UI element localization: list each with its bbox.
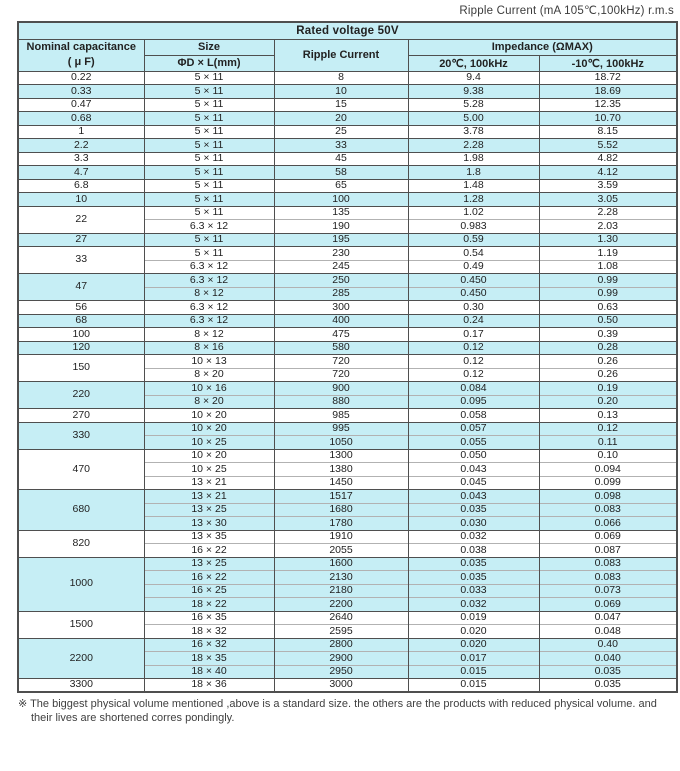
impedance-minus10c-cell: 0.99 [539,287,677,301]
capacitance-cell: 68 [18,314,144,328]
table-body [18,71,677,692]
impedance-20c-cell: 1.02 [408,206,539,220]
ripple-current-cell: 2950 [274,665,408,679]
impedance-20c-cell: 0.17 [408,328,539,342]
capacitance-column-header [18,39,144,71]
impedance-20c-cell: 0.033 [408,584,539,598]
size-cell: 10 × 20 [144,422,274,436]
table-header [18,22,677,71]
size-cell: 16 × 22 [144,571,274,585]
impedance-20c-cell: 0.020 [408,638,539,652]
capacitance-cell: 330 [18,422,144,449]
impedance-20c-cell: 0.057 [408,422,539,436]
size-cell: 5 × 11 [144,71,274,85]
ripple-current-cell: 65 [274,179,408,193]
impedance-minus10c-cell: 0.073 [539,584,677,598]
impedance-minus10c-cell: 3.59 [539,179,677,193]
table-row [18,422,677,436]
ripple-current-cell: 880 [274,395,408,409]
size-cell: 16 × 35 [144,611,274,625]
ripple-current-cell: 25 [274,125,408,139]
ripple-current-cell: 2900 [274,652,408,666]
table-row [18,638,677,652]
impedance-20c-cell: 0.015 [408,665,539,679]
table-row [18,206,677,220]
ripple-current-cell: 1380 [274,463,408,477]
size-cell: 5 × 11 [144,125,274,139]
impedance-20c-cell: 5.00 [408,112,539,126]
ripple-current-cell: 2595 [274,625,408,639]
impedance-minus10c-cell: 0.40 [539,638,677,652]
impedance-minus10c-cell: 5.52 [539,139,677,153]
ripple-current-column-header: Ripple Current [274,39,408,71]
table-row [18,247,677,261]
impedance-minus10c-cell: 0.099 [539,476,677,490]
impedance-minus10c-cell: 0.10 [539,449,677,463]
table-row [18,314,677,328]
capacitance-cell: 56 [18,301,144,315]
size-cell: 6.3 × 12 [144,274,274,288]
impedance-minus10c-cell: 0.63 [539,301,677,315]
size-cell: 13 × 21 [144,476,274,490]
ripple-current-cell: 15 [274,98,408,112]
impedance-20c-cell: 0.983 [408,220,539,234]
impedance-minus10c-cell: 1.08 [539,260,677,274]
size-cell: 6.3 × 12 [144,260,274,274]
impedance-20c-cell: 0.055 [408,436,539,450]
capacitance-cell: 820 [18,530,144,557]
ripple-current-cell: 285 [274,287,408,301]
size-cell: 13 × 30 [144,517,274,531]
size-cell: 10 × 20 [144,409,274,423]
impedance-20c-cell: 0.032 [408,598,539,612]
impedance-minus10c-cell: 0.083 [539,503,677,517]
ripple-current-cell: 1517 [274,490,408,504]
ripple-current-cell: 58 [274,166,408,180]
impedance-minus10c-cell: 10.70 [539,112,677,126]
size-cell: 13 × 25 [144,557,274,571]
impedance-20c-cell: 3.78 [408,125,539,139]
size-cell: 18 × 32 [144,625,274,639]
size-cell: 18 × 36 [144,679,274,693]
size-cell: 18 × 35 [144,652,274,666]
impedance-minus10c-cell: 1.19 [539,247,677,261]
size-cell: 8 × 20 [144,395,274,409]
table-row [18,125,677,139]
ripple-current-cell: 45 [274,152,408,166]
rated-voltage-row [18,22,677,39]
ripple-current-cell: 195 [274,233,408,247]
capacitance-cell: 2200 [18,638,144,679]
capacitance-cell: 0.22 [18,71,144,85]
impedance-20c-cell: 0.038 [408,544,539,558]
impedance-column-header: Impedance (ΩMAX) [408,39,677,55]
size-cell: 5 × 11 [144,206,274,220]
impedance-minus10c-cell: 2.28 [539,206,677,220]
ripple-current-cell: 1450 [274,476,408,490]
ripple-current-cell: 1300 [274,449,408,463]
impedance-20c-cell: 0.032 [408,530,539,544]
impedance-minus10c-cell: 0.035 [539,665,677,679]
impedance-20c-header: 20℃, 100kHz [408,55,539,71]
footnote: ※ The biggest physical volume mentioned ,above is a standard size. the others are the products with reduced physical volume. and their lives are shortened corres pondingly. [18,698,657,725]
ripple-current-cell: 190 [274,220,408,234]
impedance-minus10c-cell: 12.35 [539,98,677,112]
impedance-20c-cell: 0.12 [408,368,539,382]
ripple-current-cell: 475 [274,328,408,342]
size-cell: 10 × 25 [144,436,274,450]
size-cell: 8 × 20 [144,368,274,382]
impedance-minus10c-cell: 8.15 [539,125,677,139]
table-row [18,611,677,625]
impedance-20c-cell: 0.24 [408,314,539,328]
impedance-minus10c-cell: 18.69 [539,85,677,99]
impedance-20c-cell: 0.59 [408,233,539,247]
size-cell: 10 × 16 [144,382,274,396]
size-cell: 8 × 16 [144,341,274,355]
size-cell: 16 × 22 [144,544,274,558]
impedance-20c-cell: 0.020 [408,625,539,639]
impedance-20c-cell: 0.12 [408,355,539,369]
size-cell: 18 × 40 [144,665,274,679]
size-cell: 6.3 × 12 [144,301,274,315]
capacitance-cell: 100 [18,328,144,342]
size-cell: 13 × 25 [144,503,274,517]
size-cell: 5 × 11 [144,193,274,207]
table-row [18,233,677,247]
ripple-current-cell: 2800 [274,638,408,652]
impedance-minus10c-cell: 0.066 [539,517,677,531]
ripple-current-cell: 2055 [274,544,408,558]
ripple-current-cell: 2640 [274,611,408,625]
capacitance-cell: 3.3 [18,152,144,166]
size-cell: 10 × 25 [144,463,274,477]
size-cell: 5 × 11 [144,152,274,166]
impedance-20c-cell: 0.095 [408,395,539,409]
impedance-minus10c-cell: 0.19 [539,382,677,396]
size-cell: 8 × 12 [144,287,274,301]
impedance-minus10c-cell: 0.13 [539,409,677,423]
impedance-minus10c-cell: 0.11 [539,436,677,450]
impedance-20c-cell: 0.450 [408,287,539,301]
size-cell: 10 × 20 [144,449,274,463]
capacitance-cell: 1000 [18,557,144,611]
size-column-header: Size [144,39,274,55]
size-cell: 8 × 12 [144,328,274,342]
impedance-20c-cell: 0.035 [408,571,539,585]
ripple-current-cell: 20 [274,112,408,126]
capacitance-cell: 470 [18,449,144,490]
capacitance-cell: 27 [18,233,144,247]
table-row [18,139,677,153]
impedance-minus10c-cell: 4.82 [539,152,677,166]
impedance-minus10c-cell: 0.083 [539,557,677,571]
impedance-minus10c-cell: 0.040 [539,652,677,666]
ripple-current-cell: 1910 [274,530,408,544]
ripple-current-cell: 1680 [274,503,408,517]
ripple-current-cell: 720 [274,368,408,382]
capacitance-cell: 270 [18,409,144,423]
capacitance-cell: 6.8 [18,179,144,193]
impedance-minus10c-cell: 0.28 [539,341,677,355]
impedance-minus10c-cell: 3.05 [539,193,677,207]
table-row [18,71,677,85]
size-cell: 6.3 × 12 [144,314,274,328]
size-cell: 5 × 11 [144,247,274,261]
ripple-current-cell: 245 [274,260,408,274]
impedance-minus10c-cell: 0.99 [539,274,677,288]
impedance-minus10c-cell: 0.39 [539,328,677,342]
ripple-current-cell: 1600 [274,557,408,571]
impedance-20c-cell: 9.4 [408,71,539,85]
table-row [18,152,677,166]
table-row [18,449,677,463]
impedance-minus10c-cell: 0.20 [539,395,677,409]
table-row [18,557,677,571]
impedance-20c-cell: 0.54 [408,247,539,261]
impedance-20c-cell: 0.12 [408,341,539,355]
table-row [18,328,677,342]
impedance-20c-cell: 5.28 [408,98,539,112]
size-cell: 5 × 11 [144,85,274,99]
ripple-current-cell: 250 [274,274,408,288]
table-row [18,341,677,355]
impedance-20c-cell: 2.28 [408,139,539,153]
size-cell: 5 × 11 [144,98,274,112]
ripple-current-cell: 10 [274,85,408,99]
impedance-minus10c-header: -10℃, 100kHz [539,55,677,71]
size-cell: 5 × 11 [144,233,274,247]
ripple-current-cell: 900 [274,382,408,396]
capacitance-cell: 680 [18,490,144,531]
impedance-20c-cell: 0.035 [408,557,539,571]
impedance-minus10c-cell: 0.087 [539,544,677,558]
table-row [18,530,677,544]
capacitance-cell: 0.68 [18,112,144,126]
header-row-main [18,39,677,55]
capacitance-cell: 120 [18,341,144,355]
ripple-current-cell: 100 [274,193,408,207]
capacitance-cell: 47 [18,274,144,301]
impedance-minus10c-cell: 0.12 [539,422,677,436]
ripple-current-cell: 2180 [274,584,408,598]
impedance-20c-cell: 0.019 [408,611,539,625]
table-row [18,679,677,693]
table-row [18,409,677,423]
ripple-current-cell: 33 [274,139,408,153]
ripple-current-cell: 2200 [274,598,408,612]
ripple-current-cell: 8 [274,71,408,85]
impedance-minus10c-cell: 0.083 [539,571,677,585]
impedance-20c-cell: 0.043 [408,490,539,504]
impedance-20c-cell: 0.015 [408,679,539,693]
size-cell: 6.3 × 12 [144,220,274,234]
impedance-20c-cell: 0.30 [408,301,539,315]
ripple-current-cell: 2130 [274,571,408,585]
page-title: Ripple Current (mA 105℃,100kHz) r.m.s [459,5,674,17]
impedance-minus10c-cell: 0.035 [539,679,677,693]
ripple-current-cell: 1050 [274,436,408,450]
impedance-20c-cell: 0.058 [408,409,539,423]
ripple-current-table [17,21,678,693]
table-row [18,179,677,193]
impedance-20c-cell: 9.38 [408,85,539,99]
size-cell: 10 × 13 [144,355,274,369]
impedance-minus10c-cell: 1.30 [539,233,677,247]
rated-voltage-header: Rated voltage 50V [18,22,677,39]
table-row [18,112,677,126]
impedance-20c-cell: 1.98 [408,152,539,166]
impedance-minus10c-cell: 0.094 [539,463,677,477]
impedance-20c-cell: 0.035 [408,503,539,517]
ripple-current-cell: 1780 [274,517,408,531]
size-cell: 13 × 35 [144,530,274,544]
table-row [18,382,677,396]
impedance-20c-cell: 1.8 [408,166,539,180]
capacitance-cell: 2.2 [18,139,144,153]
capacitance-cell: 0.47 [18,98,144,112]
capacitance-cell: 10 [18,193,144,207]
size-cell: 13 × 21 [144,490,274,504]
impedance-minus10c-cell: 0.098 [539,490,677,504]
table-row [18,355,677,369]
ripple-current-cell: 230 [274,247,408,261]
impedance-20c-cell: 0.030 [408,517,539,531]
table-row [18,85,677,99]
table-row [18,166,677,180]
size-cell: 5 × 11 [144,112,274,126]
table-row [18,274,677,288]
ripple-current-cell: 3000 [274,679,408,693]
size-cell: 16 × 25 [144,584,274,598]
capacitance-cell: 3300 [18,679,144,693]
capacitance-cell: 1 [18,125,144,139]
table-row [18,301,677,315]
size-cell: 5 × 11 [144,166,274,180]
ripple-current-cell: 580 [274,341,408,355]
ripple-current-cell: 400 [274,314,408,328]
impedance-minus10c-cell: 0.26 [539,368,677,382]
impedance-minus10c-cell: 0.26 [539,355,677,369]
size-cell: 5 × 11 [144,139,274,153]
size-sub-header: ΦD × L(mm) [144,55,274,71]
impedance-20c-cell: 0.045 [408,476,539,490]
impedance-20c-cell: 0.49 [408,260,539,274]
ripple-current-cell: 720 [274,355,408,369]
capacitance-cell: 33 [18,247,144,274]
table-row [18,193,677,207]
impedance-minus10c-cell: 0.048 [539,625,677,639]
impedance-20c-cell: 1.28 [408,193,539,207]
capacitance-cell: 150 [18,355,144,382]
impedance-20c-cell: 0.017 [408,652,539,666]
capacitance-header-line1: Nominal capacitance [26,41,136,53]
impedance-20c-cell: 1.48 [408,179,539,193]
impedance-minus10c-cell: 2.03 [539,220,677,234]
impedance-minus10c-cell: 4.12 [539,166,677,180]
size-cell: 16 × 32 [144,638,274,652]
capacitance-header-line2: ( μ F) [67,56,95,68]
ripple-current-cell: 985 [274,409,408,423]
ripple-current-cell: 300 [274,301,408,315]
impedance-20c-cell: 0.050 [408,449,539,463]
ripple-current-cell: 995 [274,422,408,436]
size-cell: 18 × 22 [144,598,274,612]
impedance-minus10c-cell: 0.069 [539,530,677,544]
impedance-minus10c-cell: 0.047 [539,611,677,625]
capacitance-cell: 220 [18,382,144,409]
capacitance-cell: 0.33 [18,85,144,99]
impedance-minus10c-cell: 0.50 [539,314,677,328]
table-row [18,490,677,504]
ripple-current-cell: 135 [274,206,408,220]
capacitance-cell: 22 [18,206,144,233]
impedance-20c-cell: 0.043 [408,463,539,477]
impedance-minus10c-cell: 0.069 [539,598,677,612]
capacitance-cell: 4.7 [18,166,144,180]
impedance-minus10c-cell: 18.72 [539,71,677,85]
size-cell: 5 × 11 [144,179,274,193]
capacitance-cell: 1500 [18,611,144,638]
table-row [18,98,677,112]
impedance-20c-cell: 0.450 [408,274,539,288]
impedance-20c-cell: 0.084 [408,382,539,396]
